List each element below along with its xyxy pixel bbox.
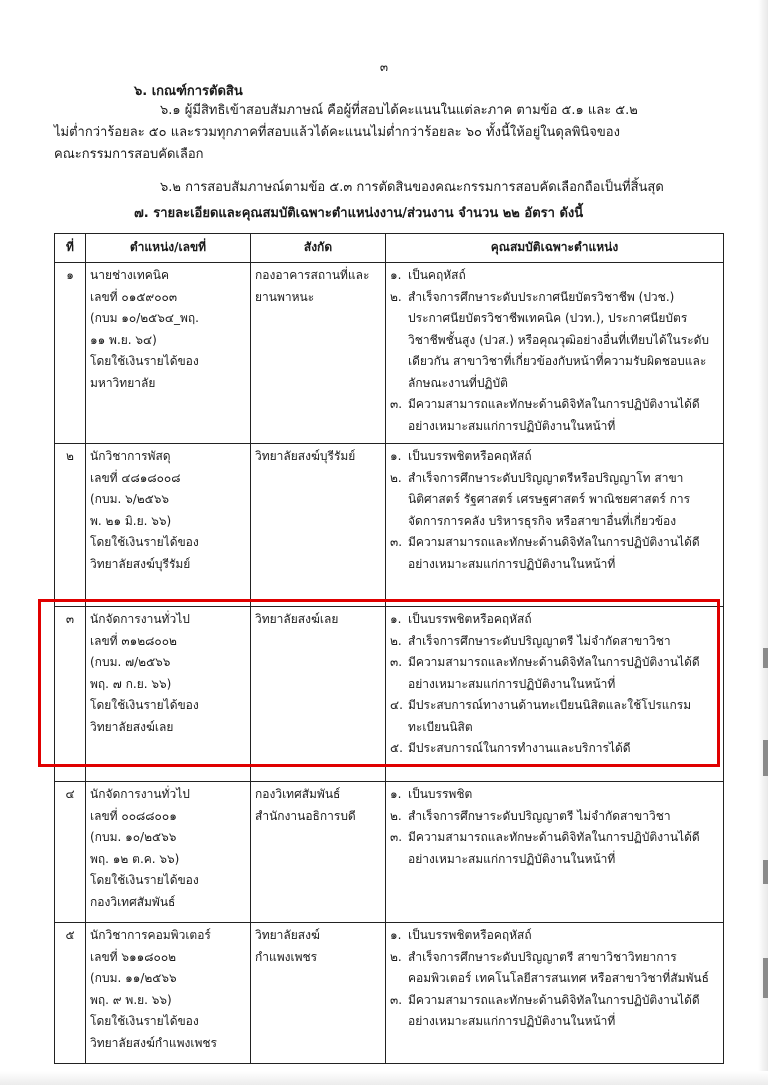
position-line: ๑๑ พ.ย. ๖๔) — [90, 332, 157, 347]
table-row — [55, 263, 724, 444]
criteria-para1-line1: ๖.๑ ผู้มีสิทธิเข้าสอบสัมภาษณ์ คือผู้ที่สอบได้คะแนนในแต่ละภาค ตามข้อ ๕.๑ และ ๕.๒ — [160, 103, 638, 118]
position-line: พฤ. ๗ ก.ย. ๖๖) — [90, 676, 172, 691]
qualification-text: มีความสามารถและทักษะด้านดิจิทัลในการปฏิบัติงานได้ดีอย่างเหมาะสมแก่การปฏิบัติงานในหน้าที่ — [408, 535, 700, 571]
unit-line: ยานพาหนะ — [255, 289, 315, 304]
position-line: กองวิเทศสัมพันธ์ — [90, 894, 176, 909]
unit-line: กองอาคารสถานที่และ — [255, 268, 370, 282]
position-cell — [86, 263, 251, 444]
unit-cell — [251, 923, 386, 1064]
qualification-item — [390, 532, 719, 575]
header-qualifications: คุณสมบัติเฉพาะตำแหน่ง — [386, 234, 724, 263]
position-cell — [86, 923, 251, 1064]
header-unit: สังกัด — [251, 234, 386, 263]
qualification-text: มีความสามารถและทักษะด้านดิจิทัลในการปฏิบัติงานได้ดีอย่างเหมาะสมแก่การปฏิบัติงานในหน้าที่ — [408, 830, 700, 866]
position-line: (กบม ๑๐/๒๕๖๔_พฤ. — [90, 311, 199, 325]
position-cell — [86, 782, 251, 923]
qualification-number: ๑. — [390, 612, 402, 626]
unit-line: กองวิเทศสัมพันธ์ — [255, 787, 341, 801]
page-edge-bottom — [0, 1071, 768, 1085]
row-number: ๔ — [55, 782, 86, 923]
unit-line: วิทยาลัยสงฆ์เลย — [255, 612, 339, 626]
header-position: ตำแหน่ง/เลขที่ — [86, 234, 251, 263]
qualification-item — [390, 947, 719, 990]
qualification-text: มีความสามารถและทักษะด้านดิจิทัลในการปฏิบัติงานได้ดีอย่างเหมาะสมแก่การปฏิบัติงานในหน้าที่ — [408, 655, 700, 691]
position-line: โดยใช้เงินรายได้ของ — [90, 873, 199, 887]
position-line: (กบม. ๑๑/๒๕๖๖ — [90, 971, 177, 985]
qualification-item — [390, 990, 719, 1033]
position-line: (กบม. ๑๐/๒๕๖๖ — [90, 830, 177, 844]
position-line: วิทยาลัยสงฆ์เลย — [90, 719, 174, 734]
qualification-number: ๑. — [390, 928, 402, 942]
position-line: เลขที่ ๔๘๑๘๐๐๘ — [90, 470, 181, 485]
qualification-number: ๒. — [390, 949, 402, 964]
position-cell — [86, 444, 251, 607]
qualification-text: มีความสามารถและทักษะด้านดิจิทัลในการปฏิบัติงานได้ดีอย่างเหมาะสมแก่การปฏิบัติงานในหน้าที่ — [408, 992, 700, 1028]
criteria-para1-line2: ไม่ต่ำกว่าร้อยละ ๕๐ และรวมทุกภาคที่สอบแล้วได้คะแนนไม่ต่ำกว่าร้อยละ ๖๐ ทั้งนี้ให้อยู่ในดุลพินิจของ — [54, 125, 620, 140]
criteria-para2: ๖.๒ การสอบสัมภาษณ์ตามข้อ ๕.๓ การตัดสินของคณะกรรมการสอบคัดเลือกถือเป็นที่สิ้นสุด — [160, 180, 664, 195]
table-header-row — [55, 234, 724, 263]
qualification-number: ๓. — [390, 535, 403, 549]
header-no: ที่ — [55, 234, 86, 263]
qualification-number: ๕. — [390, 741, 403, 755]
qualification-number: ๓. — [390, 655, 403, 669]
qualification-text: เป็นบรรพชิต — [408, 787, 473, 801]
position-line: นักวิชาการพัสดุ — [90, 449, 171, 463]
position-line: นักวิชาการคอมพิวเตอร์ — [90, 928, 211, 942]
qualification-text: สำเร็จการศึกษาระดับปริญญาตรี ไม่จำกัดสาขาวิชา — [408, 808, 671, 823]
qualification-text: มีประสบการณ์ทางานด้านทะเบียนนิสิตและใช้โปรแกรมทะเบียนนิสิต — [408, 698, 692, 734]
unit-cell — [251, 444, 386, 607]
position-line: วิทยาลัยสงฆ์บุรีรัมย์ — [90, 556, 191, 571]
position-line: นักจัดการงานทั่วไป — [90, 612, 190, 626]
qualification-number: ๓. — [390, 830, 403, 844]
scan-mark — [763, 648, 768, 668]
qualification-number: ๒. — [390, 470, 402, 485]
position-line: วิทยาลัยสงฆ์กำแพงเพชร — [90, 1035, 218, 1050]
qualification-text: เป็นคฤหัสถ์ — [408, 268, 466, 282]
scan-mark — [763, 860, 768, 884]
position-line: นายช่างเทคนิค — [90, 268, 169, 282]
row-number: ๑ — [55, 263, 86, 444]
unit-line: สำนักงานอธิการบดี — [255, 808, 356, 823]
criteria-heading: ๖. เกณฑ์การตัดสิน — [134, 84, 243, 99]
qualifications-cell — [386, 444, 724, 607]
unit-line: วิทยาลัยสงฆ์บุรีรัมย์ — [255, 449, 356, 463]
page-number: ๓ — [379, 60, 389, 74]
section7-heading: ๗. รายละเอียดและคุณสมบัติเฉพาะตำแหน่งงาน/ส่วนงาน จำนวน ๒๒ อัตรา ดังนี้ — [134, 206, 584, 221]
row-number: ๒ — [55, 444, 86, 607]
position-line: โดยใช้เงินรายได้ของ — [90, 698, 199, 712]
qualification-text: เป็นบรรพชิตหรือคฤหัสถ์ — [408, 928, 532, 942]
position-line: มหาวิทยาลัย — [90, 375, 156, 390]
qualification-text: สำเร็จการศึกษาระดับปริญญาตรีหรือปริญญาโท สาขานิติศาสตร์ รัฐศาสตร์ เศรษฐศาสตร์ พาณิชยศาสตร์ การจัดการการคลัง บริหารธุรกิจ หรือสาขาอื่นที่เกี่ยวข้อง — [408, 470, 691, 528]
qualification-text: เป็นบรรพชิตหรือคฤหัสถ์ — [408, 612, 532, 626]
scan-mark — [763, 740, 768, 776]
unit-cell — [251, 782, 386, 923]
criteria-para1-line3: คณะกรรมการสอบคัดเลือก — [54, 147, 204, 162]
position-line: เลขที่ ๓๑๒๘๐๐๒ — [90, 633, 177, 648]
qualification-number: ๒. — [390, 289, 402, 304]
scan-mark — [763, 958, 768, 998]
qualifications-cell — [386, 782, 724, 923]
qualification-text: มีประสบการณ์ในการทำงานและบริการได้ดี — [408, 741, 631, 755]
row-number: ๕ — [55, 923, 86, 1064]
qualifications-cell — [386, 263, 724, 444]
qualification-text: สำเร็จการศึกษาระดับปริญญาตรี ไม่จำกัดสาขาวิชา — [408, 633, 671, 648]
position-line: (กบม. ๗/๒๕๖๖ — [90, 655, 171, 669]
qualification-item — [390, 925, 719, 947]
qualification-number: ๒. — [390, 808, 402, 823]
qualification-item — [390, 394, 719, 437]
position-line: นักจัดการงานทั่วไป — [90, 787, 190, 801]
qualification-number: ๑. — [390, 268, 402, 282]
qualification-item — [390, 265, 719, 287]
row-number: ๓ — [55, 607, 86, 782]
position-line: โดยใช้เงินรายได้ของ — [90, 535, 199, 549]
table-row — [55, 782, 724, 923]
page-edge-right — [758, 0, 768, 1085]
qualification-number: ๑. — [390, 787, 402, 801]
unit-cell — [251, 263, 386, 444]
position-line: พ. ๒๑ มิ.ย. ๖๖) — [90, 513, 172, 528]
position-line: เลขที่ ๐๑๕๙๐๐๓ — [90, 289, 178, 304]
qualification-text: สำเร็จการศึกษาระดับปริญญาตรี สาขาวิชาวิทยาการคอมพิวเตอร์ เทคโนโลยีสารสนเทศ หรือสาขาวิชาที่สัมพันธ์ — [408, 949, 709, 985]
qualification-item — [390, 468, 719, 533]
position-line: โดยใช้เงินรายได้ของ — [90, 1014, 199, 1028]
position-line: เลขที่ ๖๑๑๘๐๐๒ — [90, 949, 177, 964]
table-row — [55, 923, 724, 1064]
qualification-number: ๓. — [390, 397, 403, 411]
table-row — [55, 444, 724, 607]
qualification-text: เป็นบรรพชิตหรือคฤหัสถ์ — [408, 449, 532, 463]
position-line: พฤ. ๑๒ ต.ค. ๖๖) — [90, 851, 180, 866]
position-line: พฤ. ๙ พ.ย. ๖๖) — [90, 992, 172, 1007]
qualification-item — [390, 784, 719, 806]
qualification-number: ๓. — [390, 992, 403, 1007]
unit-line: วิทยาลัยสงฆ์ — [255, 928, 320, 942]
position-line: (กบม. ๖/๒๕๖๖ — [90, 492, 169, 506]
highlight-box — [38, 599, 720, 767]
qualification-number: ๑. — [390, 449, 402, 463]
qualifications-cell — [386, 923, 724, 1064]
qualification-item — [390, 806, 719, 828]
qualification-number: ๒. — [390, 633, 402, 648]
qualification-number: ๔. — [390, 698, 403, 712]
qualification-text: มีความสามารถและทักษะด้านดิจิทัลในการปฏิบัติงานได้ดีอย่างเหมาะสมแก่การปฏิบัติงานในหน้าที่ — [408, 397, 700, 433]
qualification-item — [390, 446, 719, 468]
position-line: เลขที่ ๐๐๘๘๐๐๑ — [90, 808, 177, 823]
position-line: โดยใช้เงินรายได้ของ — [90, 354, 199, 368]
qualification-item — [390, 287, 719, 395]
unit-line: กำแพงเพชร — [255, 949, 318, 964]
qualification-item — [390, 827, 719, 870]
qualification-text: สำเร็จการศึกษาระดับประกาศนียบัตรวิชาชีพ (ปวช.) ประกาศนียบัตรวิชาชีพเทคนิค (ปวท.), ประกาศนียบัตรวิชาชีพชั้นสูง (ปวส.) หรือคุณวุฒิอย่างอื่นที่เทียบได้ในระดับเดียวกัน สาขาวิชาที่เกี่ยวข้องกับหน้าที่ความรับผิดชอบและลักษณะงานที่ปฏิบัติ — [408, 289, 710, 390]
